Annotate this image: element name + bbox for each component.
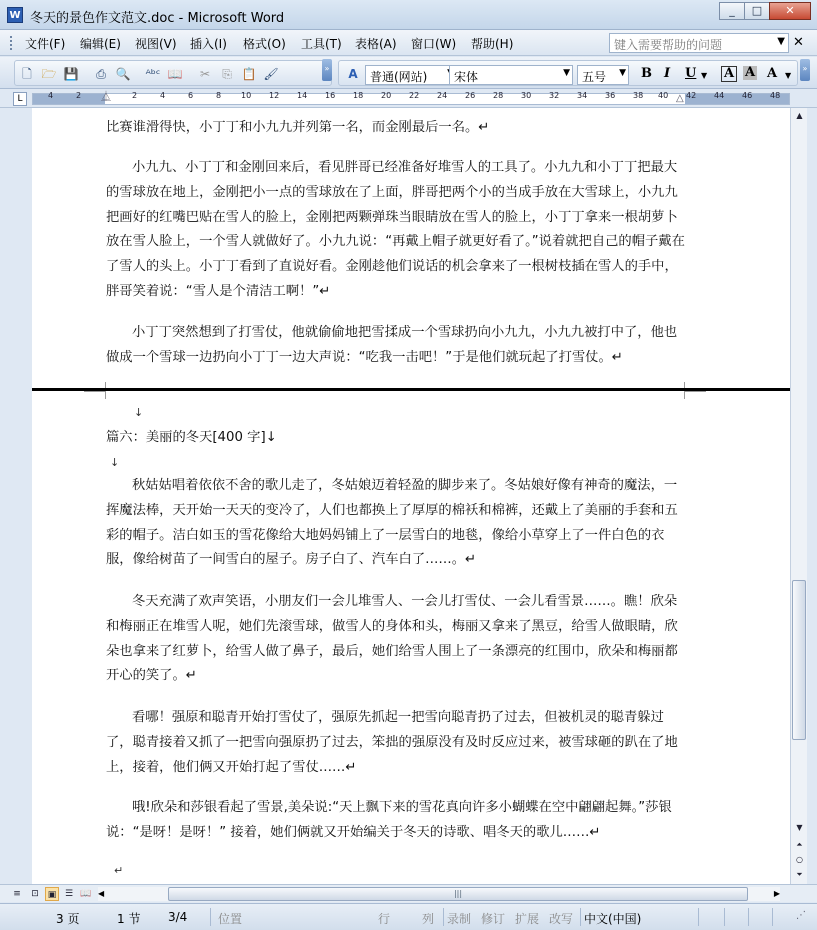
document-paragraph[interactable]: 小丁丁突然想到了打雪仗，他就偷偷地把雪揉成一个雪球扔向小九九，小九九被打中了，他也做成一个雪球一边扔向小丁丁一边大声说：“吃我一击吧！”于是他们就玩起了打雪仗。↵ xyxy=(106,325,678,365)
new-document-icon[interactable]: 🗋 xyxy=(22,67,32,81)
formatting-toolbar xyxy=(338,60,798,86)
browse-object-icon[interactable]: ○ xyxy=(796,855,803,864)
ruler-number: 24 xyxy=(437,91,448,100)
status-position[interactable]: 位置 xyxy=(218,912,243,926)
reading-layout-view-icon[interactable]: 📖 xyxy=(80,889,92,899)
ruler-number: 2 xyxy=(132,91,138,100)
resize-grip-icon[interactable]: ⋰ xyxy=(796,910,806,921)
status-page-count[interactable]: 3/4 xyxy=(168,910,188,924)
page-break-line xyxy=(32,388,790,391)
print-preview-icon[interactable]: 🔍 xyxy=(115,67,131,81)
status-divider xyxy=(698,908,699,926)
status-divider xyxy=(724,908,725,926)
style-dropdown[interactable] xyxy=(365,65,457,85)
scroll-right-icon[interactable]: ▶ xyxy=(773,889,780,898)
print-icon[interactable]: ⎙ xyxy=(96,67,106,81)
help-search-input[interactable] xyxy=(609,33,789,53)
scroll-down-icon[interactable]: ▼ xyxy=(796,823,803,832)
window-title: 冬天的景色作文范文.doc - Microsoft Word xyxy=(30,11,285,26)
chevron-down-icon[interactable]: ▼ xyxy=(777,36,785,47)
status-bar xyxy=(0,903,817,930)
normal-view-icon[interactable]: ≡ xyxy=(13,889,21,899)
status-divider xyxy=(443,908,444,926)
ruler-number: 46 xyxy=(742,91,753,100)
underline-button[interactable]: U xyxy=(685,66,697,81)
maximize-button[interactable]: □ xyxy=(744,2,770,20)
font-size-value: 五号 xyxy=(582,70,607,84)
character-shading-button[interactable]: A xyxy=(745,65,756,80)
research-icon[interactable]: 📖 xyxy=(167,67,183,81)
first-line-indent-marker[interactable]: ⏅ xyxy=(101,92,111,103)
ruler-number: 4 xyxy=(160,91,166,100)
ruler-number: 20 xyxy=(381,91,392,100)
menu-grip-handle[interactable] xyxy=(10,36,13,50)
menu-tools[interactable]: 工具(T) xyxy=(301,37,342,51)
font-dropdown[interactable] xyxy=(449,65,573,85)
status-record[interactable]: 录制 xyxy=(447,912,472,926)
help-search-placeholder: 键入需要帮助的问题 xyxy=(614,38,723,52)
ruler-number: 12 xyxy=(269,91,280,100)
chevron-down-icon[interactable]: ▼ xyxy=(701,70,708,80)
italic-button[interactable]: I xyxy=(664,66,671,81)
bold-button[interactable]: B xyxy=(641,66,652,81)
right-indent-marker[interactable]: △ xyxy=(676,93,684,104)
ruler-number: 36 xyxy=(605,91,616,100)
font-value: 宋体 xyxy=(454,70,479,84)
menu-view[interactable]: 视图(V) xyxy=(135,37,177,51)
ruler-number: 4 xyxy=(48,91,54,100)
close-button[interactable]: ✕ xyxy=(769,2,811,20)
ruler-number: 30 xyxy=(521,91,532,100)
paragraph-end-mark: ↵ xyxy=(114,864,124,877)
horizontal-scrollbar-row xyxy=(0,884,817,902)
menu-bar xyxy=(0,30,817,56)
ruler-number: 48 xyxy=(770,91,781,100)
ruler-number: 10 xyxy=(241,91,252,100)
status-divider xyxy=(580,908,581,926)
ruler-number: 2 xyxy=(76,91,82,100)
ruler-number: 44 xyxy=(714,91,725,100)
ruler-number: 6 xyxy=(188,91,194,100)
document-paragraph[interactable]: 比赛谁滑得快，小丁丁和小九九并列第一名，而金刚最后一名。↵ xyxy=(106,120,490,135)
ruler-number: 28 xyxy=(493,91,504,100)
status-overtype[interactable]: 改写 xyxy=(549,912,574,926)
ruler-number: 26 xyxy=(465,91,476,100)
document-paragraph[interactable]: 秋姑姑唱着依依不舍的歌儿走了，冬姑娘迈着轻盈的脚步来了。冬姑娘好像有神奇的魔法，一挥魔法棒，天开始一天天的变冷了，人们也都换上了厚厚的棉袄和棉裤，还戴上了美丽的手套和五彩的帽子。洁白如玉的雪花像给大地妈妈铺上了一层雪白的地毯，像给小草穿上了一件白色的衣服，像给树苗了一间雪白的屋子。房子白了、汽车白了……。↵ xyxy=(106,478,678,568)
word-app-icon[interactable]: W xyxy=(7,7,23,23)
ruler-number: 40 xyxy=(658,91,669,100)
document-paragraph[interactable]: 看哪！强原和聪青开始打雪仗了，强原先抓起一把雪向聪青扔了过去，但被机灵的聪青躲过了，聪青接着又抓了一把雪向强原扔了过去，笨拙的强原没有及时反应过来，被雪球砸的趴在了地上，接着，他们俩又开始打起了雪仗……↵ xyxy=(106,710,678,775)
status-section[interactable]: 1 节 xyxy=(117,912,141,926)
menu-window[interactable]: 窗口(W) xyxy=(411,37,457,51)
vertical-scrollbar[interactable] xyxy=(790,108,807,884)
standard-toolbar xyxy=(14,60,332,86)
ruler-number: 8 xyxy=(216,91,222,100)
line-break-mark: ↓ xyxy=(134,406,144,419)
menu-help[interactable]: 帮助(H) xyxy=(471,37,514,51)
style-value: 普通(网站) xyxy=(370,70,428,84)
document-close-button[interactable]: ✕ xyxy=(793,35,804,50)
section-heading[interactable]: 篇六：美丽的冬天[400 字]↓ xyxy=(106,430,277,445)
ruler-number: 18 xyxy=(353,91,364,100)
ruler-number: 22 xyxy=(409,91,420,100)
status-track-changes[interactable]: 修订 xyxy=(481,912,506,926)
chevron-down-icon[interactable]: ▼ xyxy=(563,68,570,78)
tab-selector[interactable]: L xyxy=(13,92,27,106)
cut-icon[interactable]: ✂ xyxy=(199,67,211,81)
ruler-number: 32 xyxy=(549,91,560,100)
menu-table[interactable]: 表格(A) xyxy=(355,37,397,51)
chevron-down-icon[interactable]: ▼ xyxy=(619,68,626,78)
line-break-mark: ↓ xyxy=(110,456,120,469)
document-paragraph[interactable]: 小九九、小丁丁和金刚回来后，看见胖哥已经准备好堆雪人的工具了。小九九和小丁丁把最大的雪球放在地上，金刚把小一点的雪球放在了上面，胖哥把两个小的当成手放在大雪球上，小九九把画好的红嘴巴贴在雪人的脸上，金刚把两颗弹珠当眼睛放在雪人的脸上，小丁丁拿来一根胡萝卜放在雪人脸上，一个雪人就做好了。小九九说：“再戴上帽子就更好看了。”说着就把自己的帽子戴在了雪人的头上。小丁丁看到了直说好看。金刚趁他们说话的机会拿来了一根树枝插在雪人的手中，胖哥笑着说：“雪人是个清洁工啊！”↵ xyxy=(106,160,685,299)
styles-pane-icon[interactable]: A xyxy=(348,67,358,81)
status-column[interactable]: 列 xyxy=(422,912,435,926)
ruler-left-margin xyxy=(33,94,105,104)
toolbar-options-chevron[interactable]: » xyxy=(322,59,332,81)
print-layout-view-icon[interactable]: ▣ xyxy=(45,887,59,901)
horizontal-ruler[interactable] xyxy=(0,90,817,108)
format-painter-icon[interactable]: 🖌 xyxy=(263,67,279,81)
page-corner-mark xyxy=(684,391,706,399)
status-extend[interactable]: 扩展 xyxy=(515,912,540,926)
next-page-icon[interactable]: ⏷ xyxy=(796,870,803,879)
previous-page-icon[interactable]: ⏶ xyxy=(796,840,803,849)
vertical-scroll-thumb[interactable] xyxy=(792,580,806,740)
chevron-down-icon[interactable]: ▼ xyxy=(785,70,792,80)
toolbar-options-chevron[interactable]: » xyxy=(800,59,810,81)
ruler-number: 14 xyxy=(297,91,308,100)
outline-view-icon[interactable]: ☰ xyxy=(64,889,74,899)
web-layout-view-icon[interactable]: ⊡ xyxy=(31,889,39,899)
phonetic-guide-button[interactable]: A xyxy=(767,66,778,81)
document-area[interactable] xyxy=(0,108,790,884)
save-icon[interactable]: 💾 xyxy=(63,67,79,81)
menu-insert[interactable]: 插入(I) xyxy=(190,37,227,51)
ruler-number: 38 xyxy=(633,91,644,100)
status-page[interactable]: 3 页 xyxy=(56,912,80,926)
ruler-number: 34 xyxy=(577,91,588,100)
document-paragraph[interactable]: 哦!欣朵和莎银看起了雪景,美朵说:“天上飘下来的雪花真向许多小蝴蝶在空中翩翩起舞。”莎银说：“是呀！是呀！” 接着，她们俩就又开始编关于冬天的诗歌、唱冬天的歌儿……↵ xyxy=(106,800,672,840)
paste-icon[interactable]: 📋 xyxy=(241,67,257,81)
font-size-dropdown[interactable] xyxy=(577,65,629,85)
title-bar[interactable] xyxy=(0,0,817,30)
open-folder-icon[interactable]: 🗁 xyxy=(41,67,57,81)
left-margin-strip xyxy=(0,108,32,884)
horizontal-scroll-thumb[interactable]: ||| xyxy=(168,887,748,901)
document-paragraph[interactable]: 冬天充满了欢声笑语，小朋友们一会儿堆雪人、一会儿打雪仗、一会儿看雪景……。瞧！欣朵和梅丽正在堆雪人呢，她们先滚雪球，做雪人的身体和头，梅丽又拿来了黑豆，给雪人做眼睛，欣朵也拿来了红萝卜，给雪人做了鼻子，最后，她们给雪人围上了一条漂亮的红围巾，欣朵和梅丽都开心的笑了。↵ xyxy=(106,594,678,684)
ruler-number: 42 xyxy=(686,91,697,100)
copy-icon[interactable]: ⎘ xyxy=(222,67,232,81)
character-border-button[interactable]: A xyxy=(721,66,737,82)
status-line[interactable]: 行 xyxy=(378,912,391,926)
status-divider xyxy=(748,908,749,926)
page-corner-mark xyxy=(84,391,106,399)
status-language[interactable]: 中文(中国) xyxy=(584,912,642,926)
scroll-up-icon[interactable]: ▲ xyxy=(796,111,803,120)
spelling-check-icon[interactable]: ᴬᵇᶜ xyxy=(145,67,161,81)
status-divider xyxy=(772,908,773,926)
menu-edit[interactable]: 编辑(E) xyxy=(80,37,121,51)
scroll-left-icon[interactable]: ◀ xyxy=(98,889,105,898)
menu-file[interactable]: 文件(F) xyxy=(25,37,66,51)
window-controls xyxy=(720,2,811,20)
menu-format[interactable]: 格式(O) xyxy=(243,37,286,51)
horizontal-scroll-track[interactable] xyxy=(98,887,780,901)
toolbar xyxy=(0,57,817,89)
minimize-button[interactable]: _ xyxy=(719,2,745,20)
ruler-number: 16 xyxy=(325,91,336,100)
status-divider xyxy=(210,908,211,926)
